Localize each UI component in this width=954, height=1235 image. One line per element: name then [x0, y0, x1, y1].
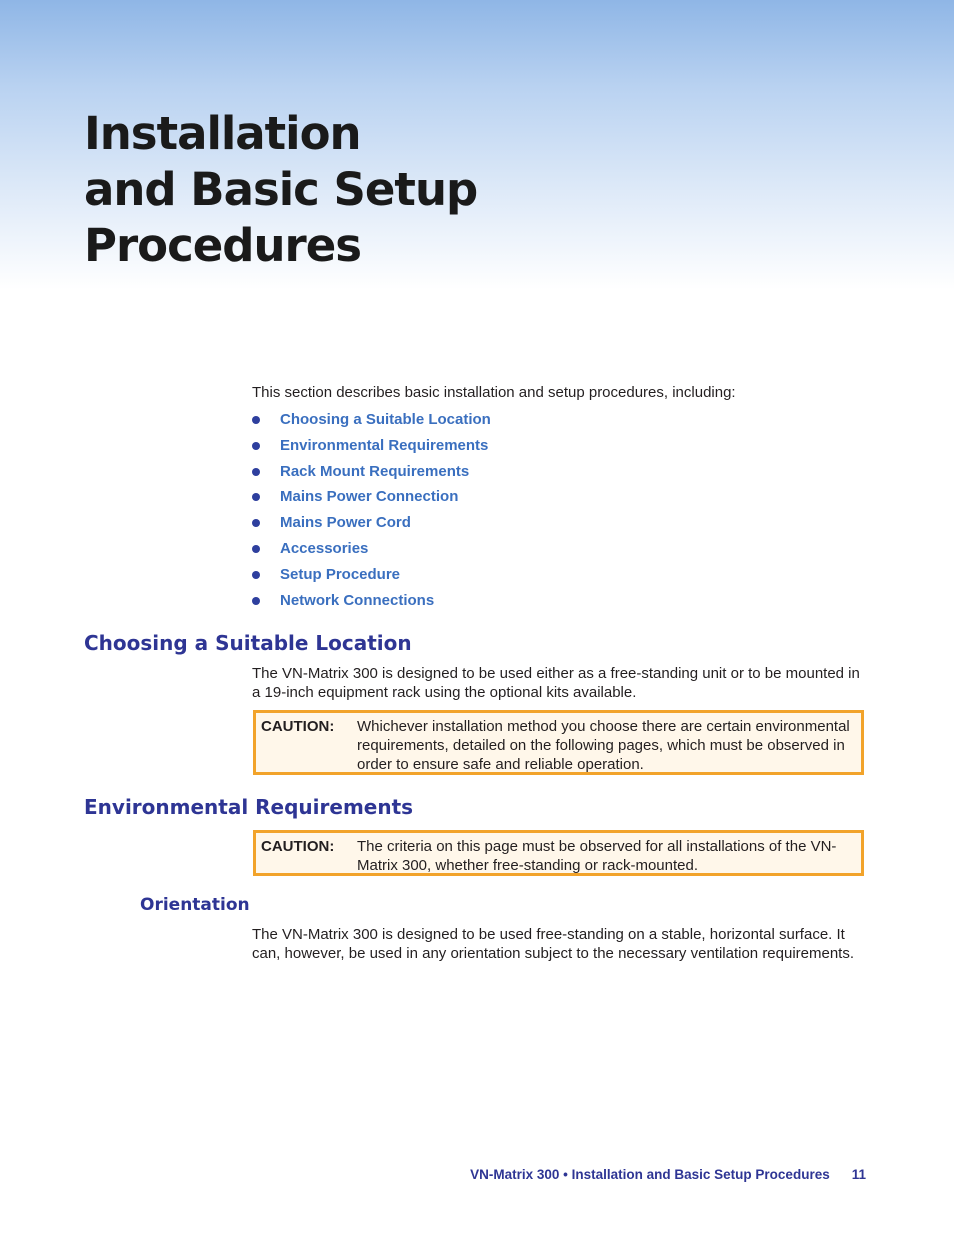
bullet-icon: [252, 416, 260, 424]
toc-link-mains-cord[interactable]: Mains Power Cord: [280, 514, 411, 532]
bullet-icon: [252, 597, 260, 605]
page-number: 11: [851, 1167, 866, 1182]
page-title: [84, 106, 477, 274]
subsection-heading-orientation: Orientation: [140, 895, 250, 915]
list-item: [252, 562, 491, 588]
orientation-body: The VN-Matrix 300 is designed to be used free-standing on a stable, horizontal surface. It can, however, be used in any orientation subject to the necessary ventilation requirements.: [252, 926, 855, 962]
bullet-icon: [252, 468, 260, 476]
list-item: [252, 459, 491, 485]
toc-link-network[interactable]: Network Connections: [280, 591, 435, 609]
bullet-icon: [252, 442, 260, 450]
location-body: The VN-Matrix 300 is designed to be used either as a free-standing unit or to be mounted in a 19-inch equipment rack using the optional kits available.: [252, 665, 860, 701]
toc-link-accessories[interactable]: Accessories: [280, 539, 369, 557]
toc-link-rack-mount[interactable]: Rack Mount Requirements: [280, 462, 470, 480]
bullet-icon: [252, 493, 260, 501]
section-contents-list: [252, 407, 491, 613]
toc-link-location[interactable]: Choosing a Suitable Location: [280, 411, 491, 428]
caution-box: [253, 830, 864, 876]
list-item: [252, 484, 491, 510]
toc-link-setup[interactable]: Setup Procedure: [280, 565, 401, 583]
list-item: [252, 510, 491, 536]
caution-text: The criteria on this page must be observed for all installations of the VN-Matrix 300, whether free-standing or rack-mounted.: [357, 838, 837, 874]
bullet-icon: [252, 571, 260, 579]
caution-label: CAUTION:: [261, 838, 335, 855]
list-item: [252, 433, 491, 459]
title-line: Installation: [84, 107, 361, 160]
caution-text: Whichever installation method you choose there are certain environmental requirements, detailed on the following pages, which must be observed in order to ensure safe and reliable operation.: [357, 718, 850, 773]
title-line: and Basic Setup: [84, 163, 478, 216]
intro-text: This section describes basic installation and setup procedures, including:: [252, 384, 736, 401]
bullet-icon: [252, 545, 260, 553]
section-heading-environmental: Environmental Requirements: [84, 795, 414, 819]
list-item: [252, 407, 491, 433]
list-item: [252, 588, 491, 614]
caution-label: CAUTION:: [261, 718, 335, 735]
caution-box: [253, 710, 864, 775]
toc-link-mains-connection[interactable]: Mains Power Connection: [280, 488, 459, 506]
footer-text: VN-Matrix 300 • Installation and Basic Setup Procedures: [470, 1167, 830, 1182]
section-heading-location: Choosing a Suitable Location: [84, 631, 412, 655]
toc-link-environmental[interactable]: Environmental Requirements: [280, 436, 489, 454]
title-line: Procedures: [84, 219, 362, 272]
bullet-icon: [252, 519, 260, 527]
list-item: [252, 536, 491, 562]
page-footer: [470, 1167, 866, 1182]
